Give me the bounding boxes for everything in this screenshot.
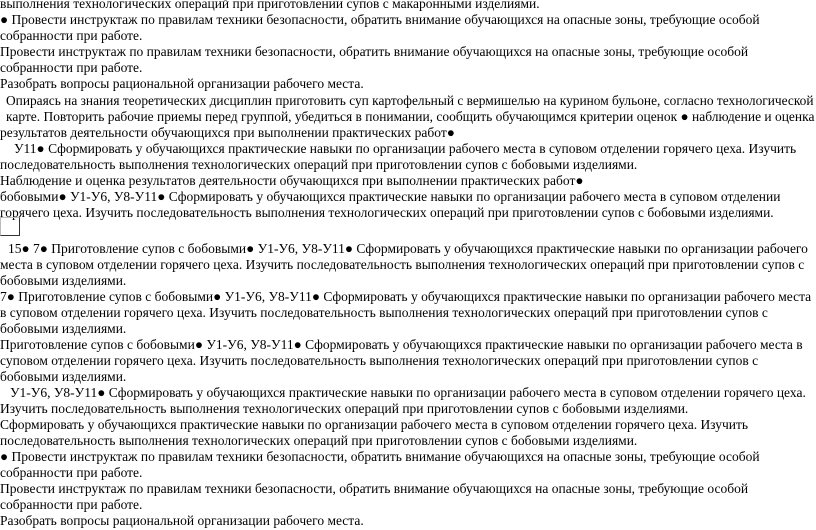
text-line: Провести инструктаж по правилам техники безопасности, обратить внимание обучающихся на опасные зоны, требующие особой <box>0 481 749 496</box>
text-line: Сформировать у обучающихся практические навыки по организации рабочего места в суповом отделении горячего цеха. Изучить <box>0 417 749 432</box>
text-line: результатов деятельности обучающихся при выполнении практических работ● <box>0 125 455 140</box>
text-line: ● Провести инструктаж по правилам техники безопасности, обратить внимание обучающихся на опасные зоны, требующие особой <box>0 12 760 27</box>
text-line: Опираясь на знания теоретических дисциплин приготовить суп картофельный с вермишелью на курином бульоне, согласно технологической <box>6 93 814 108</box>
text-line: горячего цеха. Изучить последовательность выполнения технологических операций при приготовлении супов с бобовыми изделиями. <box>0 205 774 220</box>
text-line: собранности при работе. <box>0 497 143 512</box>
text-line: собранности при работе. <box>0 465 143 480</box>
text-line: 15● 7● Приготовление супов с бобовыми● У1-У6, У8-У11● Сформировать у обучающихся практические навыки по организации рабочего <box>8 241 808 256</box>
text-line: бобовыми● У1-У6, У8-У11● Сформировать у обучающихся практические навыки по организации рабочего места в суповом отделении <box>0 189 781 204</box>
text-line: собранности при работе. <box>0 28 143 43</box>
text-line: места в суповом отделении горячего цеха. Изучить последовательность выполнения технологических операций при приготовлении супов с <box>0 257 805 272</box>
text-line: Разобрать вопросы рациональной организации рабочего места. <box>0 513 364 528</box>
text-line: карте. Повторить рабочие приемы перед группой, убедиться в понимании, сообщить обучающимся критерии оценок ● наблюдение и оценка <box>6 109 815 124</box>
text-line: У11● Сформировать у обучающихся практические навыки по организации рабочего места в суповом отделении горячего цеха. Изучить <box>14 141 797 156</box>
text-line: последовательность выполнения технологических операций при приготовлении супов с бобовыми изделиями. <box>0 157 638 172</box>
text-line: бобовыми изделиями. <box>0 321 127 336</box>
text-line: бобовыми изделиями. <box>0 369 127 384</box>
text-line: в суповом отделении горячего цеха. Изучить последовательность выполнения технологических операций при приготовлении супов с <box>0 305 768 320</box>
text-line: У1-У6, У8-У11● Сформировать у обучающихся практические навыки по организации рабочего места в суповом отделении горячего цеха. <box>10 385 806 400</box>
text-line: Разобрать вопросы рациональной организации рабочего места. <box>0 76 364 91</box>
text-line: бобовыми изделиями. <box>0 273 127 288</box>
text-line: последовательность выполнения технологических операций при приготовлении супов с бобовыми изделиями. <box>0 433 638 448</box>
text-line: собранности при работе. <box>0 60 143 75</box>
text-line: выполнения технологических операций при приготовлении супов с макаронными изделиями. <box>0 0 540 11</box>
text-line: суповом отделении горячего цеха. Изучить последовательность выполнения технологических операций при приготовлении супов с <box>0 353 759 368</box>
text-line: Провести инструктаж по правилам техники безопасности, обратить внимание обучающихся на опасные зоны, требующие особой <box>0 44 749 59</box>
text-line: Изучить последовательность выполнения технологических операций при приготовлении супов с бобовыми изделиями. <box>0 401 689 416</box>
text-line: Приготовление супов с бобовыми● У1-У6, У8-У11● Сформировать у обучающихся практические навыки по организации рабочего места в <box>0 337 803 352</box>
text-line: ● Провести инструктаж по правилам техники безопасности, обратить внимание обучающихся на опасные зоны, требующие особой <box>0 449 760 464</box>
text-line: 7● Приготовление супов с бобовыми● У1-У6, У8-У11● Сформировать у обучающихся практические навыки по организации рабочего места <box>0 289 812 304</box>
text-line: Наблюдение и оценка результатов деятельности обучающихся при выполнении практических работ● <box>0 173 584 188</box>
empty-cell-box <box>0 217 20 236</box>
